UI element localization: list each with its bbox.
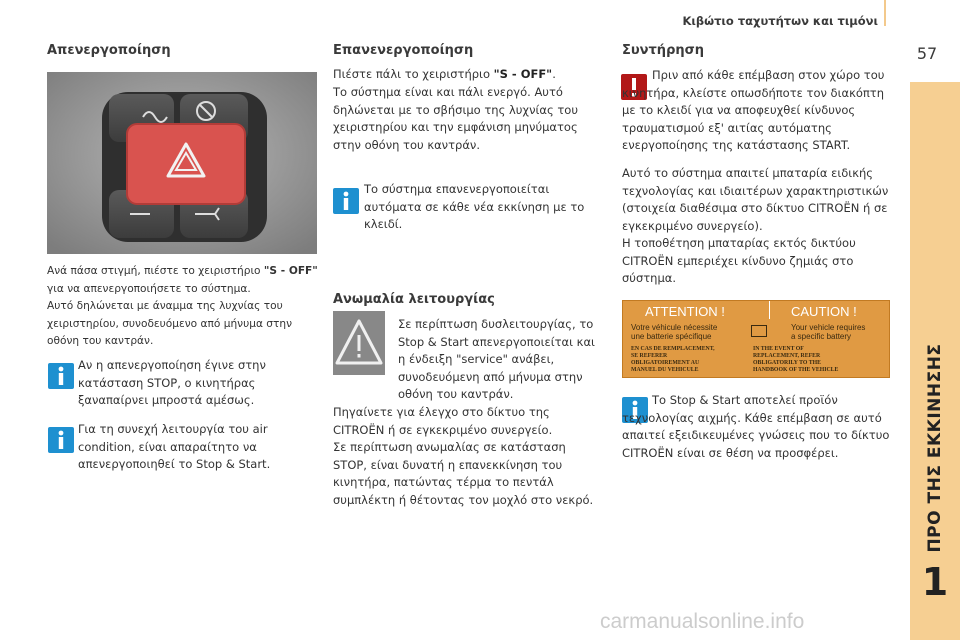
battery-symbol-icon	[751, 325, 767, 337]
label-divider	[769, 301, 770, 319]
deactivation-paragraph-1: Ανά πάσα στιγμή, πιέστε το χειριστήριο "S - OFF" για να απενεργοποιήσετε το σύστημα.	[47, 265, 318, 295]
label-en-line-1: Your vehicle requires	[791, 323, 866, 332]
deactivation-info-2: Για τη συνεχή λειτουργία του air condition, είναι απαραίτητο να απενεργοποιηθεί το Stop & Start.	[78, 422, 271, 471]
malfunction-heading: Ανωμαλία λειτουργίας	[333, 292, 495, 307]
label-fr-small-2: SE REFERER	[631, 353, 668, 359]
attention-title: ATTENTION !	[645, 304, 725, 319]
battery-warning-label	[622, 300, 890, 378]
malfunction-paragraph-1: Πηγαίνετε για έλεγχο στο δίκτυο της CITROËN ή σε εγκεκριμένο συνεργείο.	[333, 405, 553, 437]
chapter-tab-label: ΠΡΟ ΤΗΣ ΕΚΚΙΝΗΣΗΣ	[925, 343, 945, 553]
info-icon	[48, 427, 74, 453]
reactivation-info-1: Το σύστημα επανενεργοποιείται αυτόματα σε κάθε νέα εκκίνηση με το κλειδί.	[364, 182, 585, 231]
label-en-small-1: IN THE EVENT OF	[753, 346, 804, 352]
control-panel-photo	[47, 72, 317, 254]
label-en-small-3: OBLIGATORILY TO THE	[753, 360, 821, 366]
label-fr-line-1: Votre véhicule nécessite	[631, 323, 718, 332]
page-header-title: Κιβώτιο ταχυτήτων και τιμόνι	[682, 14, 878, 28]
deactivation-info-1: Αν η απενεργοποίηση έγινε στην κατάσταση STOP, ο κινητήρας ξαναπαίρνει μπροστά αμέσως.	[78, 358, 266, 407]
label-en-small-4: HANDBOOK OF THE VEHICLE	[753, 367, 839, 373]
deactivation-paragraph-2: Αυτό δηλώνεται με άναμμα της λυχνίας του χειριστηρίου, συνοδευόμενο από μήνυμα στην οθόνη του καντράν.	[47, 300, 293, 347]
label-en-small-2: REPLACEMENT, REFER	[753, 353, 821, 359]
reactivation-paragraph-1: Πιέστε πάλι το χειριστήριο "S - OFF".	[333, 67, 556, 81]
malfunction-paragraph-2: Σε περίπτωση ανωμαλίας σε κατάσταση STOP, είναι δυνατή η επανεκκίνηση του κινητήρα, πατώντας τέρμα το πεντάλ συμπλέκτη ή θέτοντας τον μοχλό στο νεκρό.	[333, 440, 594, 507]
warning-triangle-icon	[333, 311, 385, 375]
info-icon	[48, 363, 74, 389]
reactivation-paragraph-2: Το σύστημα είναι και πάλι ενεργό. Αυτό δηλώνεται με το σβήσιμο της λυχνίας του χειριστηρίου και την εμφάνιση μηνύματος στην οθόνη του καντράν.	[333, 85, 578, 152]
page-number: 57	[916, 44, 938, 63]
maintenance-paragraph-1: Αυτό το σύστημα απαιτεί μπαταρία ειδικής τεχνολογίας και ιδιαιτέρων χαρακτηριστικών (στοιχεία διαθέσιμα στο δίκτυο CITROËN ή σε εγκεκριμένο συνεργείο).	[622, 166, 889, 233]
header-divider	[884, 0, 886, 26]
label-fr-small-1: EN CAS DE REMPLACEMENT,	[631, 346, 715, 352]
malfunction-warning-text: Σε περίπτωση δυσλειτουργίας, το Stop & Start απενεργοποιείται και η ένδειξη "service" ανάβει, συνοδευόμενη από μήνυμα στην οθόνη του καντράν.	[398, 317, 595, 401]
chapter-number: 1	[921, 560, 949, 604]
label-fr-line-2: une batterie spécifique	[631, 332, 712, 341]
reactivation-heading: Επανενεργοποίηση	[333, 43, 474, 58]
deactivation-heading: Απενεργοποίηση	[47, 43, 171, 58]
label-en-line-2: a specific battery	[791, 332, 852, 341]
maintenance-warning-text: Πριν από κάθε επέμβαση στον χώρο του κινητήρα, κλείστε οπωσδήποτε τον διακόπτη με το κλειδί για να αποφευχθεί κίνδυνος τραυματισμού εξ' αιτίας αυτόματης ενεργοποίησης της κατάστασης START.	[622, 68, 885, 152]
caution-title: CAUTION !	[791, 304, 857, 319]
watermark: carmanualsonline.info	[600, 610, 805, 633]
info-icon	[333, 188, 359, 214]
label-fr-small-4: MANUEL DU VEHICULE	[631, 367, 699, 373]
label-fr-small-3: OBLIGATOIREMENT AU	[631, 360, 700, 366]
maintenance-heading: Συντήρηση	[622, 43, 705, 58]
maintenance-info-1: Το Stop & Start αποτελεί προϊόν τεχνολογίας αιχμής. Κάθε επέμβαση σε αυτό απαιτεί εξειδικευμένες γνώσεις που το δίκτυο CITROËN είναι σε θέση να προσφέρει.	[622, 393, 890, 460]
maintenance-paragraph-2: Η τοποθέτηση μπαταρίας εκτός δικτύου CITROËN εμπεριέχει κίνδυνο ζημιάς στο σύστημα.	[622, 236, 856, 285]
control-panel-illustration	[47, 72, 317, 254]
